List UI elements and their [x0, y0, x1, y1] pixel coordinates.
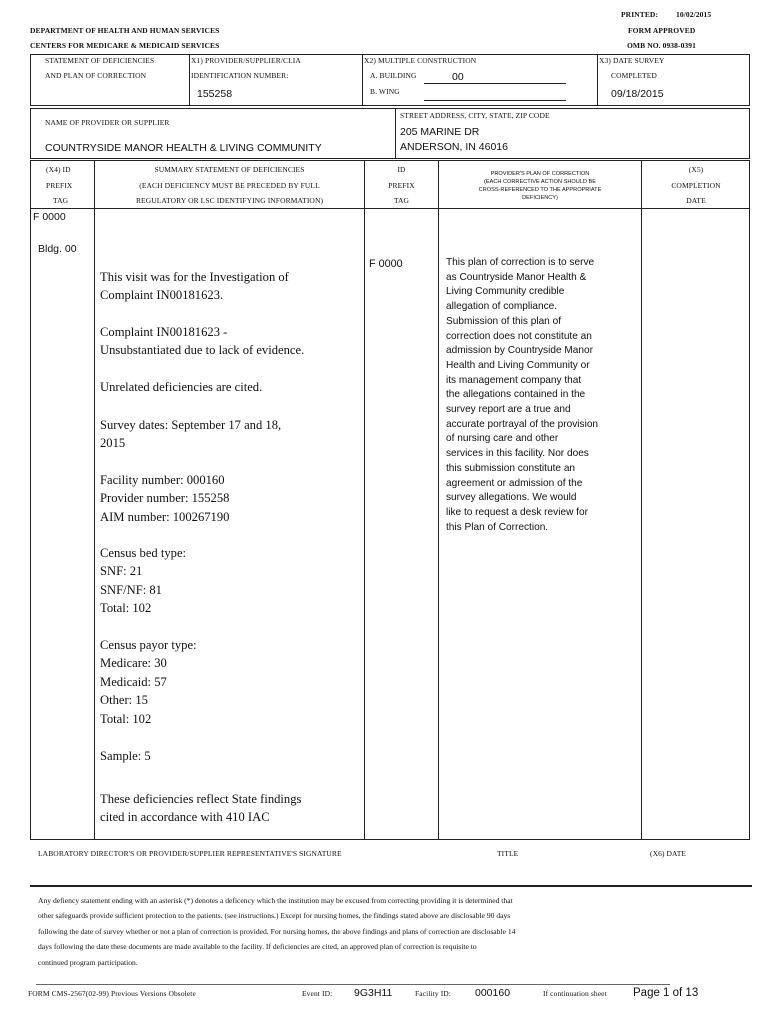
x5-header: (X5): [688, 165, 704, 174]
signature-label: LABORATORY DIRECTOR'S OR PROVIDER/SUPPLIER REPRESENTATIVE'S SIGNATURE: [38, 849, 342, 858]
department-title: DEPARTMENT OF HEALTH AND HUMAN SERVICES: [30, 26, 220, 35]
disclaimer-line: days following the date these documents are made available to the facility. If deficiencies are cited, an approved plan of correction is requisite to: [38, 942, 477, 952]
plan-line: this Plan of Correction.: [446, 521, 549, 533]
prefix-tag-right: F 0000: [369, 258, 403, 270]
event-id-value: 9G3H11: [354, 987, 393, 999]
address-line1: 205 MARINE DR: [400, 126, 480, 138]
id-header: ID: [397, 165, 406, 174]
address-line2: ANDERSON, IN 46016: [400, 141, 508, 153]
summary-subheader-2: REGULATORY OR LSC IDENTIFYING INFORMATION): [135, 196, 324, 205]
id-tag: TAG: [393, 196, 410, 205]
plan-line: survey allegations. We would: [446, 492, 577, 504]
summary-statement: [100, 268, 362, 825]
building-tag-left: Bldg. 00: [38, 243, 77, 255]
completed-label: COMPLETED: [611, 71, 657, 80]
provider-id-value: 155258: [197, 88, 233, 100]
summary-paragraph: Census payor type: Medicare: 30 Medicaid: 57 Other: 15 Total: 102: [100, 638, 197, 726]
plan-line: This plan of correction is to serve: [446, 257, 595, 268]
date-header: DATE: [686, 196, 706, 205]
summary-paragraph: Facility number: 000160 Provider number: 155258 AIM number: 100267190: [100, 473, 230, 524]
plan-line: this submission constitute an: [446, 462, 576, 474]
plan-line: as Countryside Manor Health &: [446, 271, 587, 283]
plan-line: of nursing care and other: [446, 433, 559, 445]
prefix-tag-left: F 0000: [33, 211, 66, 223]
summary-paragraph: These deficiencies reflect State findings cited in accordance with 410 IAC: [100, 792, 302, 825]
summary-paragraph: Complaint IN00181623 - Unsubstantiated due to lack of evidence.: [100, 325, 305, 358]
plan-line: the allegations contained in the: [446, 389, 586, 401]
address-label: STREET ADDRESS, CITY, STATE, ZIP CODE: [400, 111, 550, 120]
plan-line: Living Community credible: [446, 286, 565, 298]
plan-line: accurate portrayal of the provision: [446, 418, 599, 430]
building-label: A. BUILDING: [370, 71, 417, 80]
x1-label: X1) PROVIDER/SUPPLIER/CLIA: [191, 56, 301, 65]
summary-paragraph: This visit was for the Investigation of Complaint IN00181623.: [100, 270, 289, 303]
title-label: TITLE: [497, 849, 519, 858]
summary-header: SUMMARY STATEMENT OF DEFICIENCIES: [154, 165, 305, 174]
plan-of-correction-label: AND PLAN OF CORRECTION: [45, 71, 147, 80]
plan-header: PROVIDER'S PLAN OF CORRECTION: [490, 171, 590, 177]
plan-line: survey report are a true and: [446, 404, 571, 416]
facility-id-value: 000160: [475, 987, 511, 999]
printed-label: PRINTED:: [621, 10, 659, 19]
x2-label: X2) MULTIPLE CONSTRUCTION: [364, 56, 477, 65]
plan-subheader-3: DEFICIENCY): [522, 195, 558, 201]
disclaimer-line: following the date of survey whether or not a plan of correction is provided. For nursing homes, the above findings and plans of correction are disclosable 14: [38, 926, 516, 936]
signature-date-label: (X6) DATE: [650, 849, 687, 858]
x4-prefix: PREFIX: [46, 181, 73, 190]
x1-sublabel: IDENTIFICATION NUMBER:: [191, 71, 289, 80]
statement-label: STATEMENT OF DEFICIENCIES: [45, 56, 155, 65]
plan-line: like to request a desk review for: [446, 506, 588, 518]
facility-id-label: Facility ID:: [415, 989, 451, 998]
plan-of-correction-text: [446, 256, 640, 535]
completion-header: COMPLETION: [671, 181, 721, 190]
plan-line: its management company that: [446, 374, 582, 386]
building-value: 00: [452, 71, 464, 83]
id-prefix: PREFIX: [388, 181, 415, 190]
provider-name-label: NAME OF PROVIDER OR SUPPLIER: [45, 118, 170, 127]
summary-paragraph: Unrelated deficiencies are cited.: [100, 380, 263, 394]
provider-name-value: COUNTRYSIDE MANOR HEALTH & LIVING COMMUNITY: [45, 142, 322, 154]
plan-line: Submission of this plan of: [446, 315, 562, 327]
x4-header: (X4) ID: [46, 165, 71, 174]
plan-subheader-1: (EACH CORRECTIVE ACTION SHOULD BE: [484, 179, 596, 185]
plan-line: correction does not constitute an: [446, 330, 592, 342]
plan-line: allegation of compliance.: [446, 301, 558, 313]
disclaimer-line: continued program participation.: [38, 957, 138, 967]
continuation-label: If continuation sheet: [543, 989, 607, 998]
plan-line: services in this facility. Nor does: [446, 448, 589, 460]
event-id-label: Event ID:: [302, 989, 333, 998]
centers-title: CENTERS FOR MEDICARE & MEDICAID SERVICES: [30, 41, 220, 50]
summary-paragraph: Census bed type: SNF: 21 SNF/NF: 81 Total: 102: [100, 546, 187, 616]
omb-number: OMB NO. 0938-0391: [627, 41, 696, 50]
form-approved: FORM APPROVED: [628, 26, 696, 35]
summary-paragraph: Survey dates: September 17 and 18, 2015: [100, 418, 282, 451]
printed-date: 10/02/2015: [676, 10, 712, 19]
page-number: Page 1 of 13: [633, 987, 699, 999]
summary-subheader-1: (EACH DEFICIENCY MUST BE PRECEDED BY FULL: [139, 181, 320, 190]
plan-line: Health and Living Community or: [446, 359, 590, 371]
summary-paragraph: Sample: 5: [100, 749, 151, 763]
disclaimer: [38, 893, 748, 970]
x4-tag: TAG: [53, 196, 69, 205]
survey-date-value: 09/18/2015: [611, 88, 664, 100]
disclaimer-line: other safeguards provide sufficient protection to the patients. (see instructions.) Except for nursing homes, the findings stated above are disclosable 90 days: [38, 911, 511, 921]
plan-line: admission by Countryside Manor: [446, 345, 593, 357]
wing-label: B. WING: [370, 87, 400, 96]
x3-label: X3) DATE SURVEY: [599, 56, 665, 65]
form-number: FORM CMS-2567(02-99) Previous Versions Obsolete: [28, 989, 196, 998]
plan-line: agreement or admission of the: [446, 477, 583, 489]
disclaimer-line: Any defiency statement ending with an asterisk (*) denotes a deficency which the institution may be excused from correcting providing it is determined that: [38, 896, 513, 905]
plan-subheader-2: CROSS-REFERENCED TO THE APPROPRIATE: [478, 187, 602, 193]
